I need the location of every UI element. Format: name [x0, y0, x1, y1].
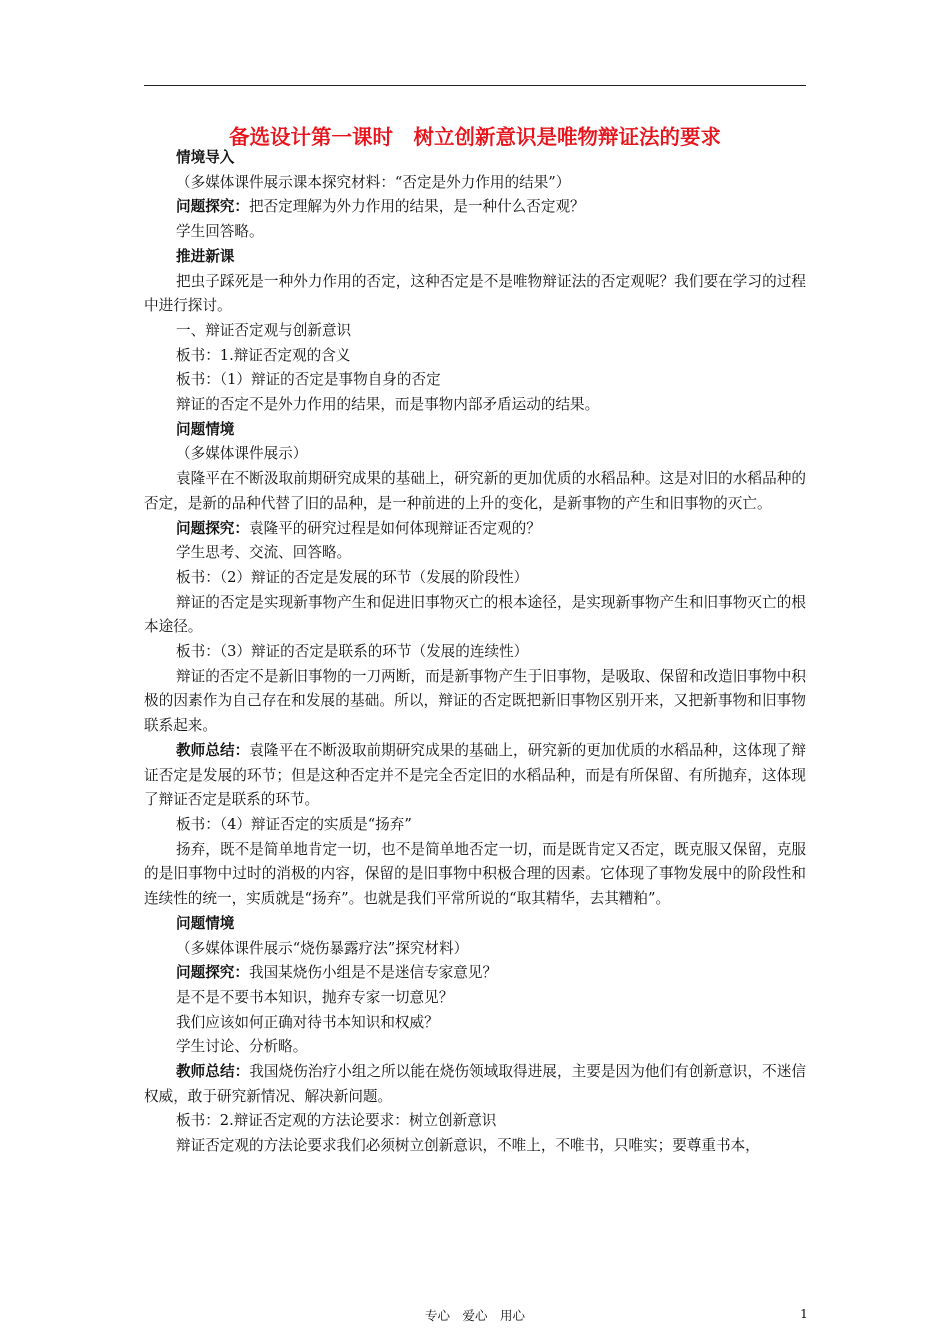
- paragraph: [144, 442, 806, 467]
- paragraph: [144, 146, 806, 171]
- paragraph: [144, 665, 806, 739]
- paragraph: [144, 541, 806, 566]
- paragraph-label: 教师总结：: [176, 1063, 250, 1081]
- paragraph: [144, 270, 806, 319]
- paragraph-text: 把虫子踩死是一种外力作用的否定，这种否定是不是唯物辩证法的否定观呢？我们要在学习的过程中进行探讨。: [144, 272, 806, 315]
- paragraph-text: 是不是不要书本知识，抛弃专家一切意见？: [176, 988, 454, 1006]
- paragraph-text: 学生讨论、分析略。: [176, 1038, 308, 1056]
- page-title: 备选设计第一课时 树立创新意识是唯物辩证法的要求: [229, 125, 721, 149]
- paragraph-text: （多媒体课件展示课本探究材料：“否定是外力作用的结果”）: [176, 173, 571, 191]
- paragraph-text: 扬弃，既不是简单地肯定一切，也不是简单地否定一切，而是既肯定又否定，既克服又保留，克服的是旧事物中过时的消极的内容，保留的是旧事物中积极合理的因素。它体现了事物发展中的阶段性和连续性的统一，实质就是“扬弃”。也就是我们平常所说的“取其精华，去其糟粕”。: [144, 840, 806, 908]
- paragraph: [144, 344, 806, 369]
- paragraph: [144, 171, 806, 196]
- paragraph: [144, 838, 806, 912]
- paragraph-text: 把否定理解为外力作用的结果，是一种什么否定观？: [248, 198, 585, 216]
- paragraph-text: 板书：1.辩证否定观的含义: [176, 346, 351, 364]
- paragraph: [144, 1109, 806, 1134]
- paragraph-text: 板书：（2）辩证的否定是发展的环节（发展的阶段性）: [176, 568, 529, 586]
- paragraph-text: 板书：2.辩证否定观的方法论要求：树立创新意识: [176, 1112, 497, 1130]
- paragraph-label: 问题情境: [176, 420, 235, 438]
- paragraph: [144, 937, 806, 962]
- document-body: [144, 146, 806, 1159]
- paragraph-text: 板书：（4）辩证否定的实质是“扬弃”: [176, 815, 412, 833]
- paragraph-text: 板书：（1）辩证的否定是事物自身的否定: [176, 371, 441, 389]
- paragraph-text: 板书：（3）辩证的否定是联系的环节（发展的连续性）: [176, 643, 529, 661]
- paragraph: [144, 418, 806, 443]
- paragraph-text: （多媒体课件展示“烧伤暴露疗法”探究材料）: [176, 939, 469, 957]
- page-number: 1: [800, 1306, 808, 1321]
- paragraph: [144, 739, 806, 813]
- paragraph-label: 问题情境: [176, 914, 235, 932]
- header-rule: [144, 85, 806, 86]
- paragraph-text: 我国烧伤治疗小组之所以能在烧伤领域取得进展，主要是因为他们有创新意识，不迷信权威，敢于研究新情况、解决新问题。: [144, 1063, 806, 1105]
- paragraph-text: 袁隆平在不断汲取前期研究成果的基础上，研究新的更加优质的水稻品种，这体现了辩证否定是发展的环节；但是这种否定并不是完全否定旧的水稻品种，而是有所保留、有所抛弃，这体现了辩证否定是联系的环节。: [144, 741, 806, 809]
- paragraph-label: 问题探究：: [176, 519, 249, 537]
- paragraph: [144, 393, 806, 418]
- paragraph: [144, 813, 806, 838]
- paragraph: [144, 566, 806, 591]
- paragraph-label: 情境导入: [176, 149, 235, 166]
- paragraph-label: 问题探究：: [176, 198, 249, 216]
- paragraph: [144, 640, 806, 665]
- paragraph: [144, 517, 806, 542]
- paragraph: [144, 195, 806, 220]
- paragraph: [144, 1011, 806, 1036]
- paragraph: [144, 1134, 806, 1159]
- paragraph: [144, 467, 806, 516]
- paragraph-text: 辩证否定观的方法论要求我们必须树立创新意识，不唯上，不唯书，只唯实；要尊重书本，: [176, 1137, 760, 1155]
- paragraph: [144, 1060, 806, 1109]
- paragraph-text: 辩证的否定是实现新事物产生和促进旧事物灭亡的根本途径，是实现新事物产生和旧事物灭亡的根本途径。: [144, 593, 806, 636]
- paragraph: [144, 1035, 806, 1060]
- paragraph: [144, 986, 806, 1011]
- paragraph-text: 我们应该如何正确对待书本知识和权威？: [176, 1013, 439, 1031]
- paragraph: [144, 220, 806, 245]
- footer-text: 专心 爱心 用心: [424, 1308, 525, 1323]
- paragraph-text: 我国某烧伤小组是不是迷信专家意见？: [248, 964, 498, 982]
- paragraph-label: 推进新课: [176, 247, 235, 265]
- paragraph-text: 袁隆平在不断汲取前期研究成果的基础上，研究新的更加优质的水稻品种。这是对旧的水稻品种的否定，是新的品种代替了旧的品种，是一种前进的上升的变化，是新事物的产生和旧事物的灭亡。: [144, 470, 806, 512]
- paragraph: [144, 591, 806, 640]
- paragraph-text: 学生回答略。: [176, 223, 264, 241]
- paragraph-text: （多媒体课件展示）: [176, 445, 308, 463]
- paragraph: [144, 961, 806, 986]
- paragraph-text: 学生思考、交流、回答略。: [176, 544, 352, 562]
- paragraph-text: 袁隆平的研究过程是如何体现辩证否定观的？: [248, 519, 541, 537]
- paragraph: [144, 319, 806, 344]
- paragraph: [144, 368, 806, 393]
- paragraph-text: 辩证的否定不是新旧事物的一刀两断，而是新事物产生于旧事物，是吸取、保留和改造旧事物中积极的因素作为自己存在和发展的基础。所以，辩证的否定既把新旧事物区别开来，又把新事物和旧事物联系起来。: [144, 667, 806, 735]
- paragraph-label: 教师总结：: [176, 741, 250, 759]
- paragraph-text: 辩证的否定不是外力作用的结果，而是事物内部矛盾运动的结果。: [176, 396, 600, 414]
- paragraph: [144, 245, 806, 270]
- paragraph-label: 问题探究：: [176, 964, 249, 982]
- paragraph: [144, 912, 806, 937]
- paragraph-text: 一、辩证否定观与创新意识: [176, 321, 352, 339]
